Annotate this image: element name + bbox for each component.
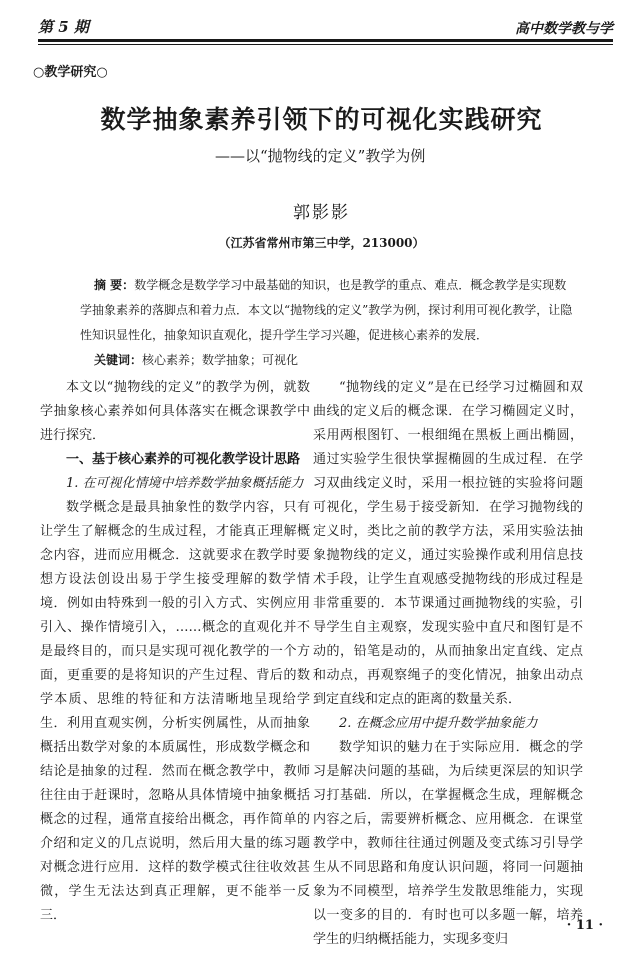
subsection-heading: 1. 在可视化情境中培养数学抽象概括能力 (66, 476, 304, 491)
column-tag: ○教学研究○ (33, 65, 108, 80)
author-name: 郭影影 (293, 203, 350, 223)
issue-number: 第 5 期 (38, 18, 89, 36)
author-affiliation: （江苏省常州市第三中学，213000） (218, 236, 425, 250)
abstract-label: 摘 要： (94, 278, 135, 292)
header-rule-thick (38, 39, 613, 42)
left-column (40, 376, 310, 928)
abstract (80, 273, 578, 373)
article-title: 数学抽象素养引领下的可视化实践研究 (100, 105, 543, 134)
keywords-label: 关键词： (94, 353, 143, 367)
paragraph: “抛物线的定义”是在已经学习过椭圆和双曲线的定义后的概念课．在学习椭圆定义时，采用两根图钉、一根细绳在黑板上画出椭圆，通过实验学生很快掌握椭圆的生成过程．在学习双曲线定义时，采用一根拉链的实验将问题可视化，学生易于接受新知．在学习抛物线的定义时，类比之前的教学方法，采用实验法抽象抛物线的定义，通过实验操作或利用信息技术手段，让学生直观感受抛物线的形成过程是非常重要的．本节课通过画抛物线的实验，引导学生自主观察，发现实验中直尺和图钉是不动的，铅笔是动的，从而抽象出定直线、定点和动点，再观察绳子的变化情况，抽象出动点到定直线和定点的距离的数量关系． (313, 380, 583, 707)
keywords (94, 348, 578, 373)
article-subtitle: ——以“抛物线的定义”教学为例 (215, 147, 426, 165)
section-heading: 一、基于核心素养的可视化教学设计思路 (66, 452, 301, 467)
right-column (313, 376, 583, 952)
abstract-text: 数学概念是数学学习中最基础的知识，也是教学的重点、难点．概念教学是实现数学抽象素养的落脚点和着力点．本文以“抛物线的定义”教学为例，探讨利用可视化教学，让隐性知识显性化，抽象知识直观化，提升学生学习兴趣，促进核心素养的发展． (80, 278, 573, 342)
page-number: · 11 · (566, 918, 603, 933)
paragraph: 本文以“抛物线的定义”的教学为例，就数学抽象核心素养如何具体落实在概念课教学中进行探究． (40, 380, 310, 443)
paragraph: 数学知识的魅力在于实际应用．概念的学习是解决问题的基础，为后续更深层的知识学习打基础．所以，在掌握概念生成，理解概念内容之后，需要辨析概念、应用概念．在课堂教学中，教师往往通过例题及变式练习引导学生从不同思路和角度认识问题，将同一问题抽象为不同模型，培养学生发散思维能力，实现以一变多的目的．有时也可以多题一解，培养学生的归纳概括能力，实现多变归 (313, 740, 583, 947)
abstract-body (80, 273, 578, 348)
keywords-text: 核心素养；数学抽象；可视化 (142, 353, 299, 367)
running-header (38, 14, 613, 38)
header-rule-thin (38, 44, 613, 45)
journal-name: 高中数学教与学 (515, 21, 613, 37)
paragraph: 数学概念是最具抽象性的数学内容，只有让学生了解概念的生成过程，才能真正理解概念内容，进而应用概念．这就要求在教学时要想方设法创设出易于学生接受理解的数学情境．例如由特殊到一般的引入方式、实例应用引入、操作情境引入，……概念的直观化并不是最终目的，而只是实现可视化教学的一个方面，更重要的是将知识的产生过程、背后的数学本质、思维的特征和方法清晰地呈现给学生．利用直观实例，分析实例属性，从而抽象概括出数学对象的本质属性，形成数学概念和结论是抽象的过程．然而在概念教学中，教师往往由于赶课时，忽略从具体情境中抽象概括概念的过程，通常直接给出概念，再作简单的介绍和定义的几点说明，然后用大量的练习题对概念进行应用．这样的数学模式往往收效甚微，学生无法达到真正理解，更不能举一反三． (40, 500, 310, 923)
subsection-heading: 2. 在概念应用中提升数学抽象能力 (339, 716, 538, 731)
